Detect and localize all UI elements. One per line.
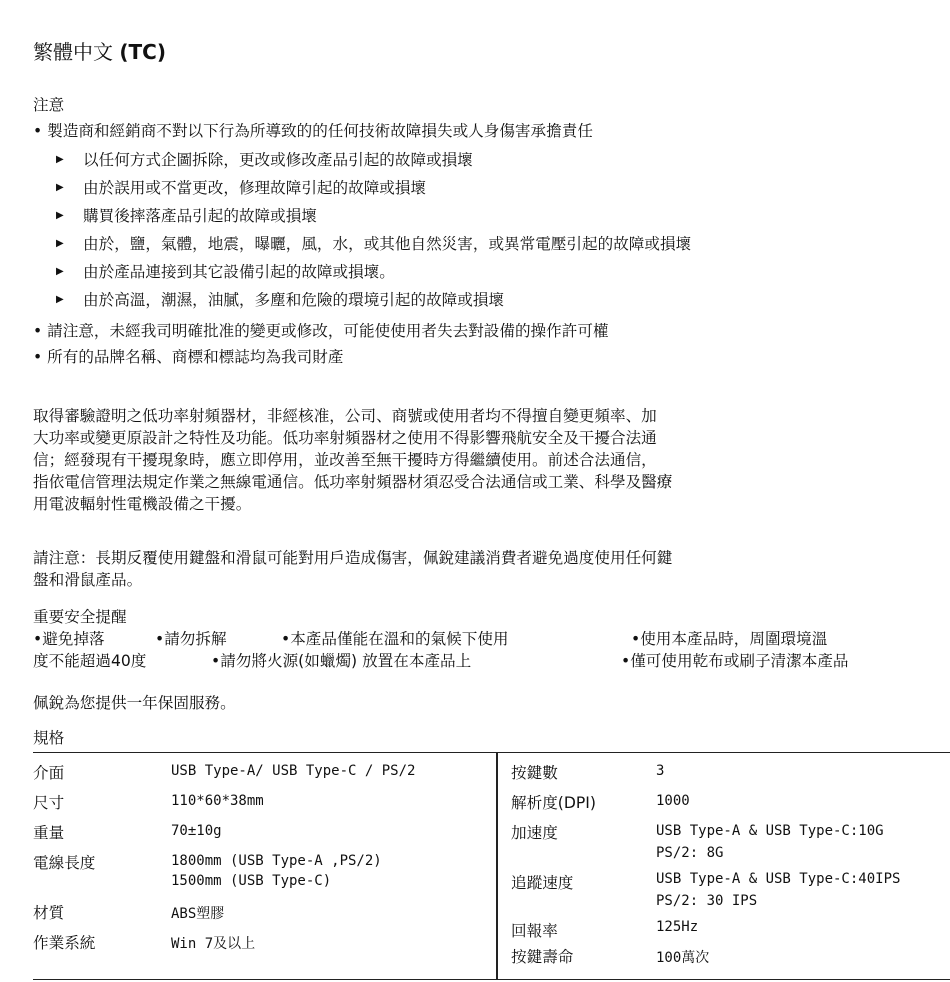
triangle-bullet-icon: ▶	[56, 238, 64, 249]
notice-section	[33, 92, 691, 370]
language-code: (TC)	[119, 40, 166, 64]
spec-value: 125Hz	[656, 919, 699, 935]
spec-value-line2: PS/2: 8G	[656, 845, 724, 861]
spec-value: ABS塑膠	[171, 906, 225, 922]
warranty-text: 佩銳為您提供一年保固服務。	[33, 694, 236, 712]
triangle-bullet-icon: ▶	[56, 210, 64, 221]
notice-bullet-modification: • 請注意，未經我司明確批准的變更或修改，可能使使用者失去對設備的操作許可權	[33, 322, 609, 340]
spec-value-line2: 1500mm (USB Type-C)	[171, 873, 332, 889]
safety-row-2: 度不能超過40度 •請勿將火源(如蠟燭) 放置在本產品上 •僅可使用乾布或刷子清潔本產品	[33, 652, 849, 670]
safety-row-1: •避免掉落 •請勿拆解 •本產品僅能在溫和的氣候下使用 •使用本產品時，周圍環境溫	[33, 630, 828, 648]
table-divider	[496, 753, 498, 979]
safety-section	[33, 606, 849, 672]
notice-heading: 注意	[33, 96, 65, 114]
spec-value: USB Type-A & USB Type-C:10G	[656, 823, 884, 839]
triangle-bullet-icon: ▶	[56, 266, 64, 277]
spec-value: 100萬次	[656, 950, 710, 966]
notice-bullet-liability: • 製造商和經銷商不對以下行為所導致的的任何技術故障損失或人身傷害承擔責任	[33, 122, 593, 140]
health-warning: 請注意：長期反覆使用鍵盤和滑鼠可能對用戶造成傷害，佩銳建議消費者避免過度使用任何鍵 盤和滑鼠產品。	[33, 549, 673, 589]
specs-heading: 規格	[33, 729, 65, 747]
spec-label: 追蹤速度	[511, 874, 574, 892]
spec-label: 回報率	[511, 922, 558, 940]
spec-value: Win 7及以上	[171, 936, 256, 952]
specs-table	[33, 752, 950, 980]
spec-label: 解析度(DPI)	[511, 794, 596, 812]
safety-heading: 重要安全提醒	[33, 608, 127, 626]
triangle-bullet-icon: ▶	[56, 182, 64, 193]
spec-label: 電線長度	[33, 854, 96, 872]
list-item: ▶ 由於，鹽，氣體，地震，曝曬，風，水，或其他自然災害，或異常電壓引起的故障或損壞	[33, 230, 691, 258]
page-title	[33, 36, 166, 65]
spec-value: USB Type-A & USB Type-C:40IPS	[656, 871, 901, 887]
spec-value: 1800mm (USB Type-A ,PS/2)	[171, 853, 382, 869]
spec-label: 介面	[33, 764, 65, 782]
ncc-regulation-text: 取得審驗證明之低功率射頻器材，非經核准，公司、商號或使用者均不得擅自變更頻率、加 大功率或變更原設計之特性及功能。低功率射頻器材之使用不得影響飛航安全及干擾合法通 信；經發現有干擾現象時，應立即停用，並改善至無干擾時方得繼續使用。前述合法通信， 指依電信管理法規定作業之無線電通信。低功率射頻器材須忍受合法通信或工業、科學及醫療 用電波輻射性電機設備之干擾。	[33, 407, 673, 513]
spec-label: 按鍵數	[511, 764, 558, 782]
list-item: ▶ 由於產品連接到其它設備引起的故障或損壞。	[33, 258, 691, 286]
liability-sub-list	[33, 146, 691, 314]
notice-bullet-trademark: • 所有的品牌名稱、商標和標誌均為我司財產	[33, 348, 344, 366]
list-item: ▶ 由於誤用或不當更改，修理故障引起的故障或損壞	[33, 174, 691, 202]
spec-value-line2: PS/2: 30 IPS	[656, 893, 758, 909]
spec-label: 材質	[33, 904, 65, 922]
list-item: ▶ 由於高溫，潮濕，油膩，多塵和危險的環境引起的故障或損壞	[33, 286, 691, 314]
spec-value: 110*60*38mm	[171, 793, 264, 809]
spec-value: USB Type-A/ USB Type-C / PS/2	[171, 763, 416, 779]
triangle-bullet-icon: ▶	[56, 294, 64, 305]
spec-label: 按鍵壽命	[511, 948, 574, 966]
spec-label: 重量	[33, 824, 65, 842]
spec-label: 加速度	[511, 824, 558, 842]
spec-label: 作業系統	[33, 934, 96, 952]
spec-label: 尺寸	[33, 794, 65, 812]
list-item: ▶ 以任何方式企圖拆除，更改或修改產品引起的故障或損壞	[33, 146, 691, 174]
triangle-bullet-icon: ▶	[56, 154, 64, 165]
spec-value: 1000	[656, 793, 690, 809]
spec-value: 70±10g	[171, 823, 222, 839]
language-title: 繁體中文	[33, 40, 113, 64]
list-item: ▶ 購買後摔落產品引起的故障或損壞	[33, 202, 691, 230]
spec-value: 3	[656, 763, 665, 779]
